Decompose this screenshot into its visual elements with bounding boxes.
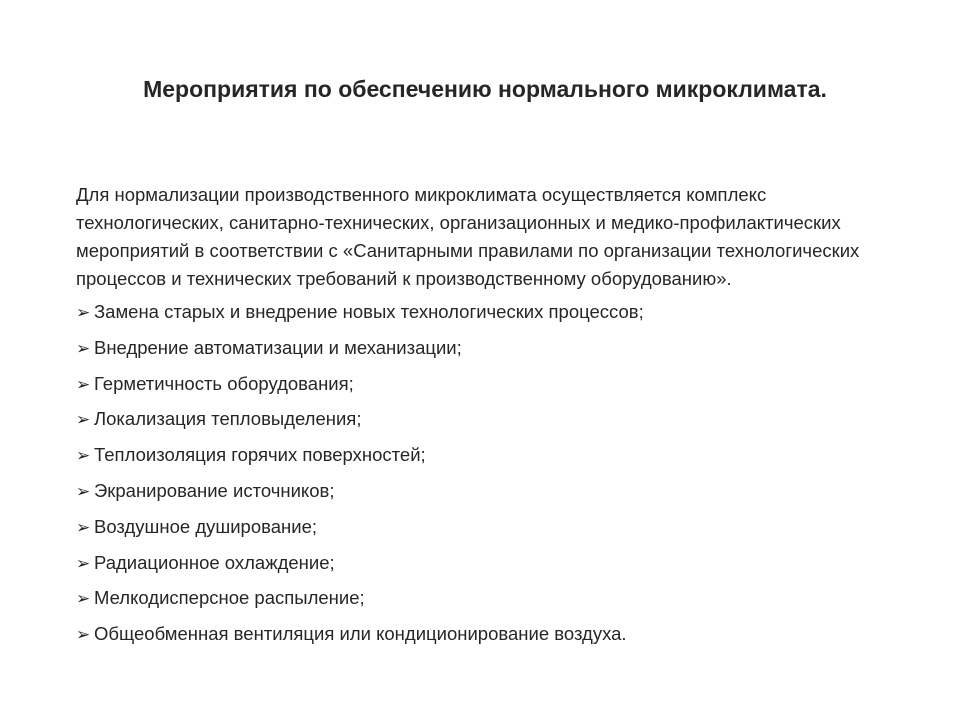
- list-item-text: Замена старых и внедрение новых технологических процессов;: [94, 301, 644, 322]
- list-item-text: Радиационное охлаждение;: [94, 551, 335, 573]
- list-item-text: Общеобменная вентиляция или кондиционирование воздуха.: [94, 623, 627, 645]
- measures-list: [76, 295, 906, 653]
- arrow-bullet-icon: ➢: [76, 446, 91, 467]
- list-item: [76, 510, 906, 546]
- list-item: [76, 546, 906, 582]
- list-item: [76, 295, 906, 331]
- list-item: [76, 438, 906, 474]
- list-item: [76, 474, 906, 510]
- list-item-text: Мелкодисперсное распыление;: [94, 587, 365, 609]
- arrow-bullet-icon: ➢: [76, 589, 91, 610]
- list-item: [76, 617, 906, 653]
- list-item: [76, 331, 906, 367]
- list-item-text: Герметичность оборудования;: [94, 372, 354, 394]
- slide-title: Мероприятия по обеспечению нормального микроклимата.: [143, 76, 827, 102]
- arrow-bullet-icon: ➢: [76, 410, 91, 431]
- intro-paragraph: Для нормализации производственного микроклимата осуществляется комплекс технологических, санитарно-технических, организационных и медико-профилактических мероприятий в соответствии с «Санитарными правилами по организации технологических процессов и технических требований к производственному оборудованию».: [76, 184, 860, 289]
- list-item: [76, 367, 906, 403]
- arrow-bullet-icon: ➢: [76, 374, 91, 395]
- list-item: [76, 581, 906, 617]
- list-item-text: Теплоизоляция горячих поверхностей;: [94, 444, 426, 466]
- list-item-text: Воздушное душирование;: [94, 515, 318, 537]
- arrow-bullet-icon: ➢: [76, 481, 91, 502]
- slide-content: [76, 181, 906, 653]
- list-item-text: Внедрение автоматизации и механизации;: [94, 336, 462, 358]
- list-item-text: Локализация тепловыделения;: [94, 408, 362, 430]
- arrow-bullet-icon: ➢: [76, 338, 91, 359]
- list-item-text: Экранирование источников;: [94, 479, 335, 501]
- arrow-bullet-icon: ➢: [76, 625, 91, 646]
- list-item: [76, 402, 906, 438]
- arrow-bullet-icon: ➢: [76, 553, 91, 574]
- arrow-bullet-icon: ➢: [76, 517, 91, 538]
- arrow-bullet-icon: ➢: [76, 303, 91, 323]
